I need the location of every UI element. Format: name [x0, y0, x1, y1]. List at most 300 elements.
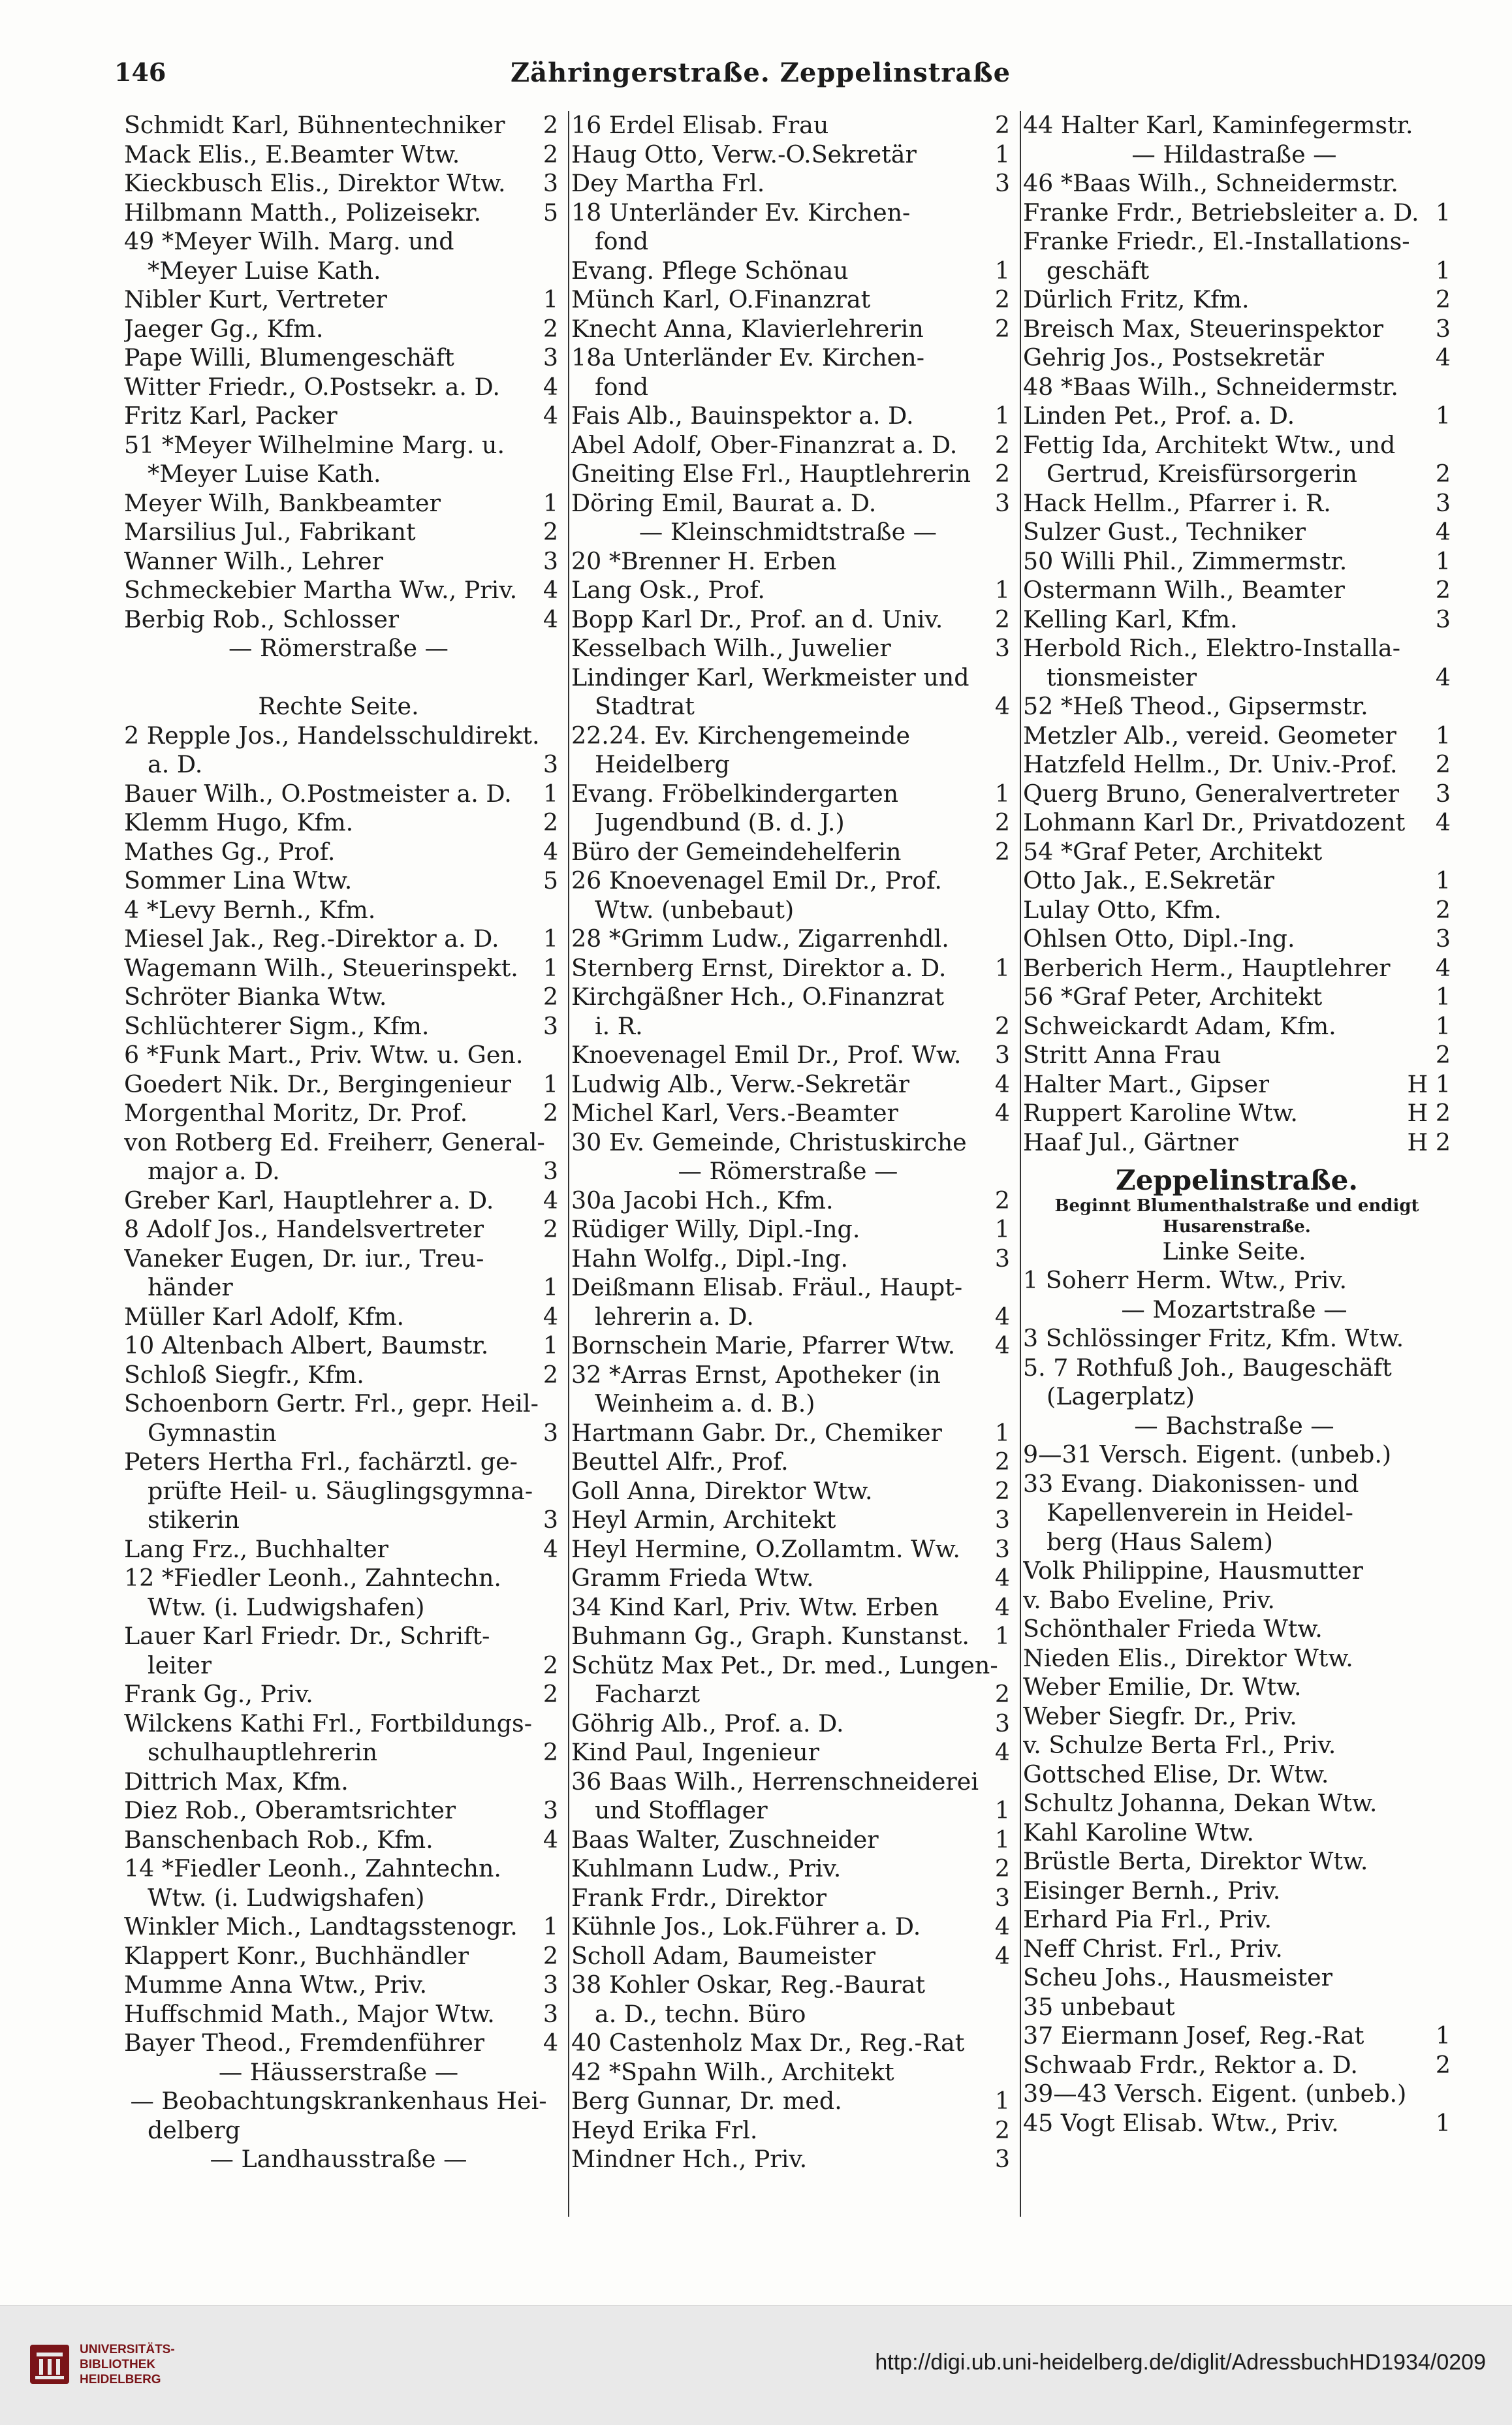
entry-text: Hilbmann Matth., Polizeisekr. [124, 198, 482, 227]
directory-entry [571, 1651, 1010, 1681]
entry-text: Halter Mart., Gipser [1023, 1070, 1270, 1098]
directory-entry [1023, 954, 1451, 983]
directory-entry [571, 721, 1010, 751]
directory-entry [1023, 1702, 1451, 1732]
entry-text: Sulzer Gust., Techniker [1023, 518, 1306, 546]
entry-text: Wagemann Wilh., Steuerinspekt. [124, 953, 518, 982]
entry-text: a. D. [148, 750, 203, 778]
library-logo-text [80, 2342, 175, 2387]
entry-floor: 3 [994, 634, 1010, 662]
directory-entry [571, 1622, 1010, 1651]
entry-floor: 1 [543, 1273, 558, 1301]
directory-entry [571, 2145, 1010, 2174]
entry-text: geschäft [1047, 256, 1150, 285]
entry-text: Berbig Rob., Schlosser [124, 605, 400, 633]
entry-floor: 1 [994, 1418, 1010, 1447]
entry-floor: 3 [1435, 925, 1451, 953]
entry-text: 12 *Fiedler Leonh., Zahntechn. [124, 1564, 501, 1592]
entry-text: Schloß Siegfr., Kfm. [124, 1360, 364, 1389]
entry-text: Heyl Armin, Architekt [571, 1506, 836, 1534]
entry-text: Schmidt Karl, Bühnentechniker [124, 111, 505, 139]
directory-entry [1023, 227, 1451, 257]
directory-entry [124, 518, 558, 547]
street-crossing [124, 634, 558, 663]
directory-entry [571, 605, 1010, 635]
entry-text: Mathes Gg., Prof. [124, 837, 336, 866]
directory-entry [124, 1273, 558, 1303]
directory-entry [571, 1070, 1010, 1100]
directory-entry [124, 2000, 558, 2029]
directory-entry [124, 1651, 558, 1681]
directory-entry [571, 1012, 1010, 1041]
entry-text: 5. 7 Rothfuß Joh., Baugeschäft [1023, 1353, 1392, 1382]
entry-text: 38 Kohler Oskar, Reg.-Baurat [571, 1971, 926, 1999]
directory-entry [124, 1448, 558, 1477]
entry-floor: 2 [543, 314, 558, 343]
directory-entry [1023, 780, 1451, 809]
entry-text: — Kleinschmidtstraße — [638, 518, 937, 546]
directory-entry [124, 1942, 558, 1971]
entry-text: Morgenthal Moritz, Dr. Prof. [124, 1099, 468, 1127]
entry-text: Schütz Max Pet., Dr. med., Lungen- [571, 1651, 998, 1679]
entry-text: — Landhausstraße — [210, 2145, 467, 2173]
directory-entry [1023, 257, 1451, 286]
entry-text: Knoevenagel Emil Dr., Prof. Ww. [571, 1041, 962, 1069]
directory-entry [124, 489, 558, 518]
entry-floor: 1 [543, 953, 558, 982]
directory-entry [571, 1186, 1010, 1216]
entry-text: Fais Alb., Bauinspektor a. D. [571, 402, 914, 430]
directory-entry [1023, 1528, 1451, 1557]
directory-entry [124, 169, 558, 198]
entry-text: Berg Gunnar, Dr. med. [571, 2087, 842, 2115]
entry-text: 10 Altenbach Albert, Baumstr. [124, 1331, 489, 1359]
entry-floor: 4 [543, 1825, 558, 1854]
entry-floor: 2 [994, 1011, 1010, 1040]
entry-floor: 2 [1435, 895, 1451, 924]
directory-entry [124, 1331, 558, 1361]
entry-text: lehrerin a. D. [595, 1302, 754, 1331]
directory-entry [1023, 1586, 1451, 1615]
street-crossing [1023, 1412, 1451, 1441]
entry-floor: 3 [1435, 779, 1451, 808]
directory-entry [124, 1099, 558, 1128]
directory-entry [1023, 285, 1451, 315]
entry-text: Nieden Elis., Direktor Wtw. [1023, 1643, 1353, 1672]
directory-entry [571, 663, 1010, 693]
entry-text: Kuhlmann Ludw., Priv. [571, 1854, 842, 1882]
entry-text: 42 *Spahn Wilh., Architekt [571, 2057, 894, 2086]
entry-text: 22.24. Ev. Kirchengemeinde [571, 721, 911, 750]
entry-floor: 1 [543, 285, 558, 313]
entry-text: Marsilius Jul., Fabrikant [124, 518, 416, 546]
entry-text: Frank Gg., Priv. [124, 1680, 313, 1708]
directory-entry [1023, 1760, 1451, 1790]
entry-text: 36 Baas Wilh., Herrenschneiderei [571, 1767, 979, 1796]
entry-floor: 2 [994, 837, 1010, 866]
entry-floor: 3 [543, 1011, 558, 1040]
entry-text: Gneiting Else Frl., Hauptlehrerin [571, 460, 971, 488]
directory-entry [1023, 1818, 1451, 1848]
entry-text: — Römerstraße — [228, 634, 449, 662]
entry-floor: 2 [543, 140, 558, 168]
directory-entry [124, 198, 558, 228]
entry-floor: 3 [543, 1971, 558, 1999]
entry-floor: 5 [543, 866, 558, 895]
entry-text: Witter Friedr., O.Postsekr. a. D. [124, 372, 500, 401]
street-crossing [1023, 140, 1451, 170]
entry-text: delberg [148, 2116, 240, 2144]
entry-text: Herbold Rich., Elektro-Installa- [1023, 634, 1401, 662]
directory-entry [124, 1215, 558, 1244]
entry-text: Haaf Jul., Gärtner [1023, 1128, 1238, 1156]
directory-entry [1023, 896, 1451, 925]
entry-text: Winkler Mich., Landtagsstenogr. [124, 1912, 518, 1941]
entry-floor: 3 [1435, 314, 1451, 343]
entry-text: Peters Hertha Frl., fachärztl. ge- [124, 1448, 518, 1476]
directory-entry [1023, 2021, 1451, 2051]
directory-entry [571, 1331, 1010, 1361]
directory-entry [571, 1738, 1010, 1767]
entry-floor: 3 [543, 1999, 558, 2028]
directory-entry [571, 140, 1010, 170]
entry-text: Knecht Anna, Klavierlehrerin [571, 314, 924, 343]
directory-entry [571, 1244, 1010, 1274]
entry-text: 3 Schlössinger Fritz, Kfm. Wtw. [1023, 1324, 1404, 1352]
directory-entry [1023, 373, 1451, 402]
entry-text: — Häusserstraße — [218, 2057, 459, 2086]
entry-floor: 2 [1435, 576, 1451, 604]
directory-entry [124, 1971, 558, 2000]
directory-entry [124, 111, 558, 140]
entry-floor: 1 [1435, 2108, 1451, 2137]
entry-floor: 3 [994, 1534, 1010, 1563]
entry-text: Wanner Wilh., Lehrer [124, 547, 383, 575]
entry-text: Lang Frz., Buchhalter [124, 1534, 389, 1563]
directory-entry [571, 2058, 1010, 2087]
entry-text: 33 Evang. Diakonissen- und [1023, 1469, 1359, 1498]
directory-entry [1023, 1070, 1451, 1100]
running-title: Zähringerstraße. Zeppelinstraße [510, 57, 1011, 88]
directory-entry [571, 808, 1010, 838]
directory-entry [124, 227, 558, 257]
entry-text: a. D., techn. Büro [595, 1999, 806, 2028]
directory-entry [124, 750, 558, 780]
entry-floor: 3 [543, 750, 558, 778]
directory-entry [1023, 402, 1451, 431]
entry-text: 46 *Baas Wilh., Schneidermstr. [1023, 169, 1398, 197]
source-url-link[interactable]: http://digi.ub.uni-heidelberg.de/diglit/AdressbuchHD1934/0209 [875, 2350, 1486, 2375]
directory-entry [124, 721, 558, 751]
entry-text: Abel Adolf, Ober-Finanzrat a. D. [571, 430, 958, 459]
directory-entry [1023, 576, 1451, 605]
entry-floor: 2 [543, 983, 558, 1011]
entry-text: Büro der Gemeindehelferin [571, 837, 902, 866]
entry-floor: 4 [994, 1564, 1010, 1592]
entry-floor: 3 [543, 169, 558, 197]
entry-floor: 1 [994, 402, 1010, 430]
entry-text: fond [595, 372, 649, 401]
entry-floor: 3 [994, 1041, 1010, 1069]
directory-entry [571, 402, 1010, 431]
directory-entry [1023, 750, 1451, 780]
entry-floor: 4 [543, 372, 558, 401]
entry-floor: 3 [543, 547, 558, 575]
entry-floor: 4 [1435, 663, 1451, 691]
directory-entry [124, 373, 558, 402]
entry-floor: 2 [543, 1215, 558, 1243]
directory-entry [1023, 1905, 1451, 1935]
directory-entry [1023, 2109, 1451, 2138]
directory-entry [571, 227, 1010, 257]
entry-text: Lang Osk., Prof. [571, 576, 765, 604]
entry-text: fond [595, 227, 649, 255]
entry-floor: 1 [1435, 866, 1451, 895]
library-logo [29, 2332, 198, 2397]
entry-floor: 1 [994, 779, 1010, 808]
section-title-zeppelinstrasse: Zeppelinstraße. [1116, 1164, 1358, 1196]
column-middle [571, 111, 1010, 2246]
entry-floor: 4 [994, 1912, 1010, 1941]
entry-text: Kühnle Jos., Lok.Führer a. D. [571, 1912, 921, 1941]
directory-entry [1023, 1731, 1451, 1760]
entry-text: 2 Repple Jos., Handelsschuldirekt. [124, 721, 540, 750]
directory-entry [124, 1738, 558, 1767]
entry-floor: 1 [994, 140, 1010, 168]
entry-text: Gottsched Elise, Dr. Wtw. [1023, 1760, 1329, 1788]
entry-floor: 4 [543, 402, 558, 430]
entry-text: Haug Otto, Verw.-O.Sekretär [571, 140, 917, 168]
entry-floor: 1 [1435, 721, 1451, 750]
entry-text: — Bachstraße — [1134, 1411, 1334, 1440]
directory-entry [1023, 1935, 1451, 1964]
directory-entry [124, 1854, 558, 1884]
street-crossing [571, 518, 1010, 547]
directory-entry [1023, 1993, 1451, 2022]
entry-text: Hatzfeld Hellm., Dr. Univ.-Prof. [1023, 750, 1398, 778]
directory-entry [571, 866, 1010, 896]
entry-text: 50 Willi Phil., Zimmermstr. [1023, 547, 1347, 575]
entry-text: 49 *Meyer Wilh. Marg. und [124, 227, 454, 255]
directory-entry [1023, 1041, 1451, 1070]
directory-entry [124, 1389, 558, 1419]
entry-floor: H 1 [1407, 1070, 1451, 1098]
directory-entry [571, 169, 1010, 198]
directory-entry [571, 1826, 1010, 1855]
entry-text: 18a Unterländer Ev. Kirchen- [571, 343, 925, 372]
directory-entry [124, 1593, 558, 1623]
entry-floor: 4 [1435, 953, 1451, 982]
entry-text: Deißmann Elisab. Fräul., Haupt- [571, 1273, 963, 1301]
directory-entry [571, 373, 1010, 402]
entry-text: Brüstle Berta, Direktor Wtw. [1023, 1847, 1368, 1875]
directory-entry [1023, 1498, 1451, 1528]
directory-entry [1023, 111, 1451, 140]
entry-text: Volk Philippine, Hausmutter [1023, 1557, 1363, 1585]
directory-entry [124, 1535, 558, 1564]
directory-entry [1023, 1470, 1451, 1499]
entry-floor: 2 [994, 1680, 1010, 1708]
directory-entry [571, 1448, 1010, 1477]
entry-text: und Stofflager [595, 1796, 768, 1824]
directory-entry [124, 1128, 558, 1158]
entry-text: Heyd Erika Frl. [571, 2116, 758, 2144]
entry-floor: 4 [1435, 343, 1451, 372]
directory-entry [1023, 1644, 1451, 1673]
entry-text: Diez Rob., Oberamtsrichter [124, 1796, 456, 1824]
directory-entry [124, 1767, 558, 1797]
entry-text: 32 *Arras Ernst, Apotheker (in [571, 1360, 941, 1389]
entry-text: Querg Bruno, Generalvertreter [1023, 779, 1400, 808]
entry-floor: 3 [994, 488, 1010, 517]
entry-text: Klappert Konr., Buchhändler [124, 1941, 469, 1970]
directory-entry [124, 547, 558, 577]
directory-entry [1023, 1963, 1451, 1993]
entry-floor: 1 [994, 1622, 1010, 1650]
directory-entry [124, 576, 558, 605]
library-seal-icon [29, 2343, 71, 2385]
entry-text: v. Babo Eveline, Priv. [1023, 1585, 1275, 1614]
directory-entry [571, 780, 1010, 809]
directory-entry [571, 1099, 1010, 1128]
directory-entry [1023, 721, 1451, 751]
entry-text: Baas Walter, Zuschneider [571, 1825, 879, 1854]
entry-text: schulhauptlehrerin [148, 1738, 378, 1766]
entry-text: *Meyer Luise Kath. [148, 256, 381, 285]
entry-floor: 2 [994, 2116, 1010, 2144]
directory-entry [571, 547, 1010, 577]
entry-floor: 4 [1435, 808, 1451, 836]
directory-entry [571, 1535, 1010, 1564]
directory-entry [124, 140, 558, 170]
directory-entry [124, 285, 558, 315]
entry-text: Evang. Fröbelkindergarten [571, 779, 899, 808]
entry-text: 9—31 Versch. Eigent. (unbeb.) [1023, 1440, 1392, 1468]
entry-text: 56 *Graf Peter, Architekt [1023, 983, 1323, 1011]
entry-text: 30 Ev. Gemeinde, Christuskirche [571, 1128, 967, 1156]
entry-text: Linden Pet., Prof. a. D. [1023, 402, 1295, 430]
entry-text: Schweickardt Adam, Kfm. [1023, 1011, 1336, 1040]
entry-text: 16 Erdel Elisab. Frau [571, 111, 829, 139]
entry-text: Heidelberg [595, 750, 730, 778]
entry-floor: 1 [1435, 198, 1451, 227]
directory-columns [124, 111, 1451, 2246]
entry-floor: 2 [994, 111, 1010, 139]
zeppelinstrasse-entries [1023, 1237, 1451, 2138]
entry-text: Bayer Theod., Fremdenführer [124, 2029, 485, 2057]
entry-text: Lauer Karl Friedr. Dr., Schrift- [124, 1622, 490, 1650]
entry-text: Heyl Hermine, O.Zollamtm. Ww. [571, 1534, 960, 1563]
directory-entry [124, 257, 558, 286]
directory-entry [124, 866, 558, 896]
entry-text: Rüdiger Willy, Dipl.-Ing. [571, 1215, 860, 1243]
entry-text: Huffschmid Math., Major Wtw. [124, 1999, 495, 2028]
directory-entry [1023, 1354, 1451, 1383]
directory-entry [1023, 1847, 1451, 1877]
zaehringerstrasse-continued [1023, 111, 1451, 1157]
directory-entry [124, 1796, 558, 1826]
entry-floor: 2 [994, 460, 1010, 488]
entry-floor: 3 [543, 1157, 558, 1185]
entry-text: 30a Jacobi Hch., Kfm. [571, 1186, 834, 1214]
entry-text: Schwaab Frdr., Rektor a. D. [1023, 2050, 1358, 2079]
entry-floor: 4 [994, 1302, 1010, 1331]
directory-entry [571, 983, 1010, 1012]
library-footer [0, 2305, 1512, 2425]
entry-text: Franke Frdr., Betriebsleiter a. D. [1023, 198, 1419, 227]
directory-entry [571, 1912, 1010, 1942]
entry-text: i. R. [595, 1011, 643, 1040]
entry-text: Ruppert Karoline Wtw. [1023, 1099, 1298, 1127]
entry-text: — Beobachtungskrankenhaus Hei- [130, 2087, 547, 2115]
entry-text: Mumme Anna Wtw., Priv. [124, 1971, 428, 1999]
directory-entry [571, 1041, 1010, 1070]
entry-floor: 2 [994, 314, 1010, 343]
entry-text: Franke Friedr., El.-Installations- [1023, 227, 1410, 255]
directory-entry [1023, 1673, 1451, 1702]
entry-floor: 1 [994, 256, 1010, 285]
directory-entry [124, 1680, 558, 1709]
entry-floor: 1 [1435, 256, 1451, 285]
entry-text: Bopp Karl Dr., Prof. an d. Univ. [571, 605, 943, 633]
entry-floor: 2 [994, 430, 1010, 459]
entry-text: Fritz Karl, Packer [124, 402, 338, 430]
entry-text: Wilckens Kathi Frl., Fortbildungs- [124, 1709, 533, 1737]
entry-text: Vaneker Eugen, Dr. iur., Treu- [124, 1244, 484, 1273]
entry-floor: 1 [994, 1215, 1010, 1243]
entry-floor: 3 [1435, 605, 1451, 633]
entry-floor: 4 [994, 1099, 1010, 1127]
entry-floor: 2 [994, 1448, 1010, 1476]
entry-text: Kapellenverein in Heidel- [1047, 1498, 1353, 1527]
directory-entry [1023, 343, 1451, 373]
logo-line: BIBLIOTHEK [80, 2357, 156, 2371]
directory-entry [124, 1244, 558, 1274]
entry-text: Lindinger Karl, Werkmeister und [571, 663, 969, 691]
entry-text: Meyer Wilh, Bankbeamter [124, 488, 441, 517]
entry-text: Stadtrat [595, 692, 695, 720]
directory-entry [124, 343, 558, 373]
entry-floor: 3 [994, 1883, 1010, 1912]
entry-floor: H 2 [1407, 1099, 1451, 1127]
street-crossing [1023, 1237, 1451, 1267]
entry-text: 40 Castenholz Max Dr., Reg.-Rat [571, 2029, 965, 2057]
entry-floor: 1 [1435, 402, 1451, 430]
entry-text: (Lagerplatz) [1047, 1382, 1195, 1410]
directory-entry [1023, 1557, 1451, 1586]
entry-text: Metzler Alb., vereid. Geometer [1023, 721, 1396, 750]
entry-floor: 2 [1435, 750, 1451, 778]
entry-text: Evang. Pflege Schönau [571, 256, 849, 285]
entry-text: Klemm Hugo, Kfm. [124, 808, 354, 836]
entry-text: 52 *Heß Theod., Gipsermstr. [1023, 692, 1368, 720]
entry-text: Dittrich Max, Kfm. [124, 1767, 349, 1796]
directory-entry [1023, 866, 1451, 896]
entry-floor: 3 [994, 1244, 1010, 1273]
entry-floor: 4 [543, 837, 558, 866]
directory-entry [571, 489, 1010, 518]
entry-floor: 1 [543, 925, 558, 953]
entry-text: Buhmann Gg., Graph. Kunstanst. [571, 1622, 969, 1650]
entry-floor: 2 [1435, 1041, 1451, 1069]
directory-entry [571, 1796, 1010, 1826]
directory-entry [124, 780, 558, 809]
entry-text: Nibler Kurt, Vertreter [124, 285, 387, 313]
entry-floor: 4 [543, 1534, 558, 1563]
directory-entry [1023, 460, 1451, 489]
section-note: Beginnt Blumenthalstraße und endigt [1054, 1196, 1419, 1216]
entry-text: — Hildastraße — [1131, 140, 1337, 168]
